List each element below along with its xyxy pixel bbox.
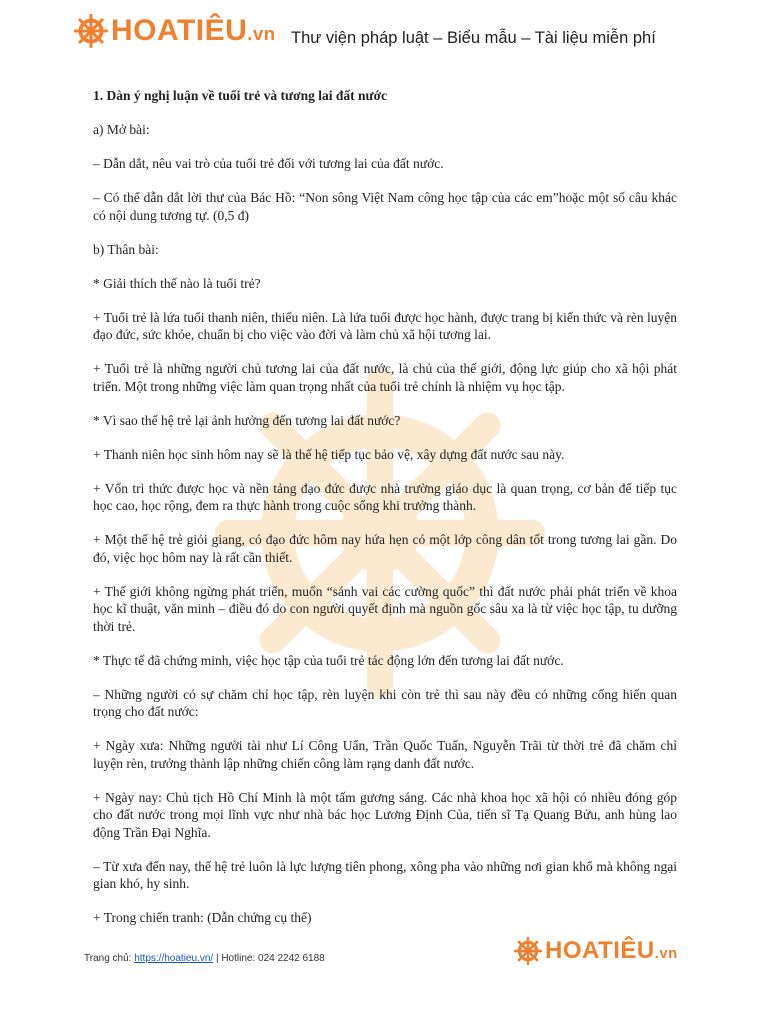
document-body bbox=[93, 87, 677, 943]
paragraph: + Thanh niên học sinh hôm nay sẽ là thế hệ tiếp tục bảo vệ, xây dựng đất nước sau này. bbox=[93, 446, 565, 462]
paragraph: + Trong chiến tranh: (Dẫn chứng cụ thể) bbox=[93, 910, 312, 925]
logo-wordmark: HOATIÊU.vn bbox=[111, 14, 276, 47]
paragraph: * Vì sao thế hệ trẻ lại ảnh hưởng đến tương lai đất nước? bbox=[93, 412, 401, 428]
paragraph: + Ngày xưa: Những người tài như Lí Công Uẩn, Trần Quốc Tuấn, Nguyễn Trãi từ thời trẻ đã chăm chỉ luyện rèn, trưởng thành lập những chiến công làm rạng danh đất nước. bbox=[93, 738, 677, 771]
paragraph: + Ngày nay: Chủ tịch Hồ Chí Minh là một tấm gương sáng. Các nhà khoa học xã hội có nhiều đóng góp cho đất nước trong mọi lĩnh vực như nhà bác học Lương Định Của, tiến sĩ Tạ Quang Bửu, anh hùng lao động Trần Đại Nghĩa. bbox=[93, 789, 677, 840]
page-header bbox=[0, 0, 768, 72]
paragraph: b) Thân bài: bbox=[93, 241, 159, 257]
footer-hotline: | Hotline: 024 2242 6188 bbox=[213, 953, 325, 964]
paragraph: – Những người có sự chăm chỉ học tập, rèn luyện khi còn trẻ thì sau này đều có những cống hiến quan trọng cho đất nước: bbox=[93, 686, 677, 719]
paragraph: + Tuổi trẻ là những người chủ tương lai của đất nước, là chủ của thế giới, động lực giúp cho xã hội phát triển. Một trong những việc làm quan trọng nhất của tuổi trẻ chính là nhiệm vụ học tập. bbox=[93, 361, 677, 394]
page-footer bbox=[84, 953, 325, 964]
section-title: 1. Dàn ý nghị luận về tuổi trẻ và tương lai đất nước bbox=[93, 88, 388, 103]
paragraph: * Giải thích thế nào là tuổi trẻ? bbox=[93, 275, 261, 291]
paragraph: + Thế giới không ngừng phát triển, muốn “sánh vai các cường quốc” thì đất nước phải phát triển về khoa học kĩ thuật, văn minh – điều đó do con người quyết định mà nguồn gốc sâu xa là từ việc học tập, tu dưỡng thời trẻ. bbox=[93, 583, 677, 634]
site-logo[interactable] bbox=[74, 14, 276, 48]
footer-logo[interactable] bbox=[514, 937, 678, 965]
paragraph: – Từ xưa đến nay, thế hệ trẻ luôn là lực lượng tiên phong, xông pha vào những nơi gian khổ mà không ngại gian khó, hy sinh. bbox=[93, 858, 677, 891]
paragraph: * Thực tế đã chứng minh, việc học tập của tuổi trẻ tác động lớn đến tương lai đất nước. bbox=[93, 652, 564, 668]
ship-wheel-icon bbox=[74, 14, 108, 48]
paragraph: – Dẫn dắt, nêu vai trò của tuổi trẻ đối với tương lai của đất nước. bbox=[93, 156, 444, 171]
ship-wheel-icon bbox=[514, 937, 542, 965]
logo-wordmark: HOATIÊU.vn bbox=[545, 937, 678, 964]
paragraph: + Tuổi trẻ là lứa tuổi thanh niên, thiếu niên. Là lứa tuổi được học hành, được trang bị kiến thức và rèn luyện đạo đức, sức khỏe, chuẩn bị cho việc vào đời và làm chủ xã hội tương lai. bbox=[93, 309, 677, 342]
site-tagline: Thư viện pháp luật – Biểu mẫu – Tài liệu miễn phí bbox=[291, 29, 656, 47]
paragraph: + Một thế hệ trẻ giỏi giang, có đạo đức hôm nay hứa hẹn có một lớp công dân tốt trong tương lai gần. Do đó, việc học hôm nay là rất cần thiết. bbox=[93, 532, 677, 565]
footer-home-label: Trang chủ: bbox=[84, 953, 135, 964]
paragraph: + Vốn tri thức được học và nền tảng đạo đức được nhà trường giáo dục là quan trọng, cơ bản để tiếp tục học cao, học rộng, đem ra thực hành trong cuộc sống khi trưởng thành. bbox=[93, 480, 677, 513]
paragraph: – Có thể dẫn dắt lời thư của Bác Hồ: “Non sông Việt Nam công học tập của các em”hoặc một số câu khác có nội dung tương tự. (0,5 đ) bbox=[93, 190, 677, 223]
paragraph: a) Mở bài: bbox=[93, 122, 150, 137]
footer-home-link[interactable]: https://hoatieu.vn/ bbox=[134, 953, 214, 964]
